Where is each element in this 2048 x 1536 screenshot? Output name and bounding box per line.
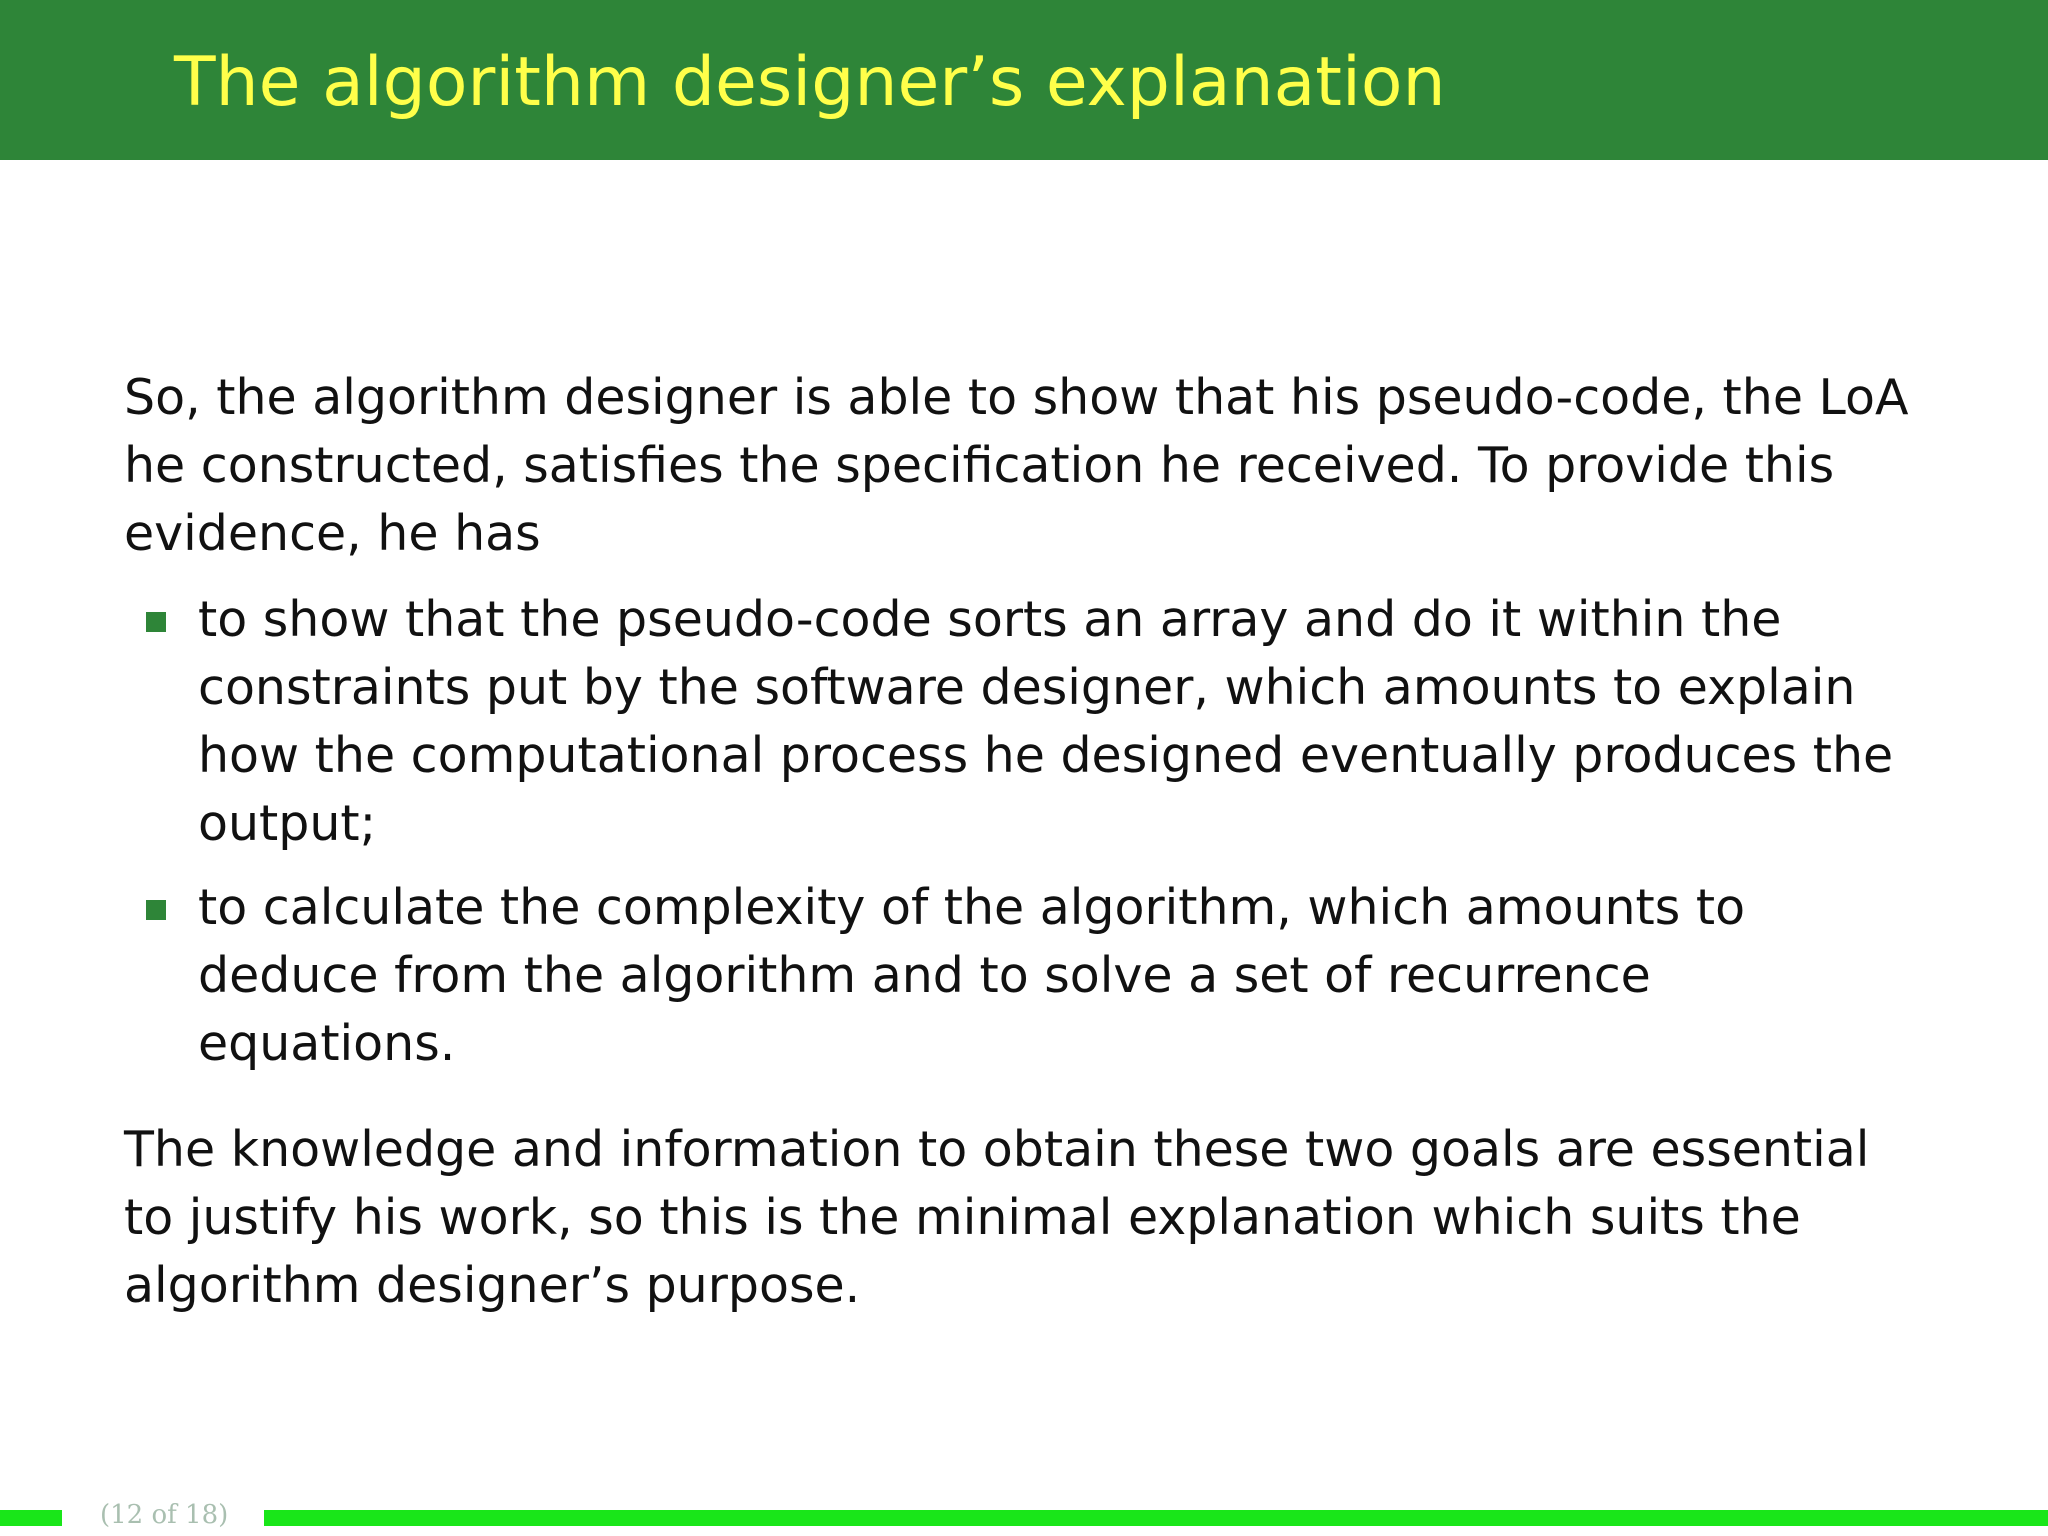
slide-body [124,364,1924,1320]
list-item [124,874,1898,1078]
bullet-text: to calculate the complexity of the algorithm, which amounts to deduce from the algorithm and to solve a set of recurrence equations. [198,879,1746,1072]
conclusion-paragraph: The knowledge and information to obtain these two goals are essential to justify his work, so this is the minimal explanation which suits the algorithm designer’s purpose. [124,1121,1870,1314]
square-bullet-icon [146,900,166,920]
page-counter: (12 of 18) [100,1500,229,1530]
bullet-list [124,586,1924,1078]
list-item [124,586,1898,858]
footer-left-bar [0,1510,62,1526]
slide-title: The algorithm designer’s explanation [174,43,1446,122]
square-bullet-icon [146,612,166,632]
intro-paragraph: So, the algorithm designer is able to show that his pseudo-code, the LoA he constructed, satisfies the specification he received. To provide this evidence, he has [124,369,1909,562]
slide-header [0,0,2048,160]
footer-right-bar [264,1510,2048,1526]
bullet-text: to show that the pseudo-code sorts an array and do it within the constraints put by the software designer, which amounts to explain how the computational process he designed eventually produces the output; [198,591,1894,852]
